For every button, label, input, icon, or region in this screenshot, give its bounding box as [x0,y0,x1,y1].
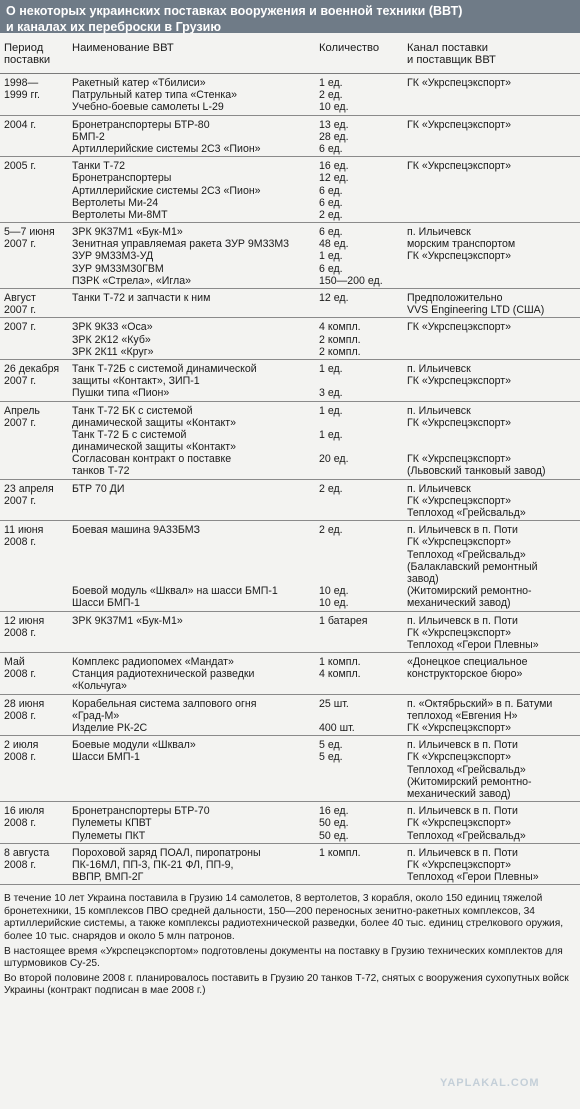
cell-period-line: 28 июня [4,697,45,710]
cell-channel-line: ГК «Укрспецэкспорт» [407,536,512,549]
cell-quantity-line: 2 ед. [319,524,343,537]
cell-period [0,521,68,611]
cell-name-line: Станция радиотехнической разведки [72,668,255,681]
cell-channel [403,653,580,695]
cell-name-line: Учебно-боевые самолеты L-29 [72,101,224,114]
table-row [0,157,580,223]
cell-period-line: 1999 гг. [4,89,40,102]
cell-channel [403,843,580,885]
cell-quantity [315,653,403,695]
cell-name-line: Корабельная система залпового огня [72,697,257,710]
cell-quantity-line: 48 ед. [319,238,349,251]
cell-quantity-line: 50 ед. [319,817,349,830]
cell-channel-line: теплоход «Евгения Н» [407,709,518,722]
cell-channel [403,74,580,116]
cell-channel-line: ГК «Укрспецэкспорт» [407,453,512,466]
cell-period [0,74,68,116]
cell-channel-line: п. «Октябрьский» в п. Батуми [407,697,553,710]
header-line: Количество [319,42,380,54]
cell-name-line: БТР 70 ДИ [72,482,125,495]
cell-name-line: Танк Т-72Б с системой динамической [72,362,257,375]
table-row [0,74,580,116]
cell-period-line: 2004 г. [4,118,37,131]
cell-period-line: 11 июня [4,524,44,537]
cell-name [68,802,315,844]
cell-channel-line: Теплоход «Грейсвальд» [407,507,526,519]
cell-channel-line: завод) [407,572,439,585]
cell-name-line: Боевые модули «Шквал» [72,739,196,752]
cell-channel [403,223,580,289]
cell-quantity [315,611,403,653]
cell-period [0,694,68,736]
cell-period-line: Апрель [4,404,40,417]
cell-channel-line: ГК «Укрспецэкспорт» [407,751,512,764]
cell-channel-line: п. Ильичевск [407,226,471,239]
cell-quantity-line: 150—200 ед. [319,274,383,287]
cell-channel-line: (Житомирский ремонтно- [407,585,532,598]
table-row [0,736,580,802]
cell-quantity-line: 20 ед. [319,453,349,466]
cell-quantity-line: 1 компл. [319,846,361,859]
cell-channel-line: ГК «Укрспецэкспорт» [407,494,512,507]
cell-channel-line: п. Ильичевск [407,482,471,495]
header-line: Наименование ВВТ [72,42,174,54]
cell-channel-line: «Донецкое специальное [407,656,528,669]
cell-period-line: 2005 г. [4,160,37,173]
cell-period-line: 23 апреля [4,482,54,495]
cell-channel-line: VVS Engineering LTD (США) [407,304,545,317]
cell-name [68,736,315,802]
cell-channel-line: (Львовский танковый завод) [407,465,546,478]
cell-name-line [72,573,313,585]
header-line: Канал поставки [407,42,488,54]
cell-quantity-line: 12 ед. [319,172,349,185]
cell-quantity-line: 400 шт. [319,722,355,734]
cell-name-line: БМП-2 [72,130,105,143]
cell-channel [403,289,580,318]
table-row [0,289,580,318]
note-paragraph: Во второй половине 2008 г. планировалось поставить в Грузию 20 танков Т-72, снятых с вооружения сухопутных войск Украины (контракт подписан в мае 2008 г.) [4,972,569,997]
cell-quantity-line: 16 ед. [319,160,349,173]
cell-name-line: ЗРК 9К33 «Оса» [72,321,153,334]
cell-quantity-line: 4 компл. [319,321,361,334]
cell-period-line: 2008 г. [4,817,37,830]
cell-quantity-line: 10 ед. [319,597,349,610]
cell-name [68,115,315,157]
cell-quantity-line: 6 ед. [319,262,343,275]
cell-name-line: динамической защиты «Контакт» [72,416,236,429]
cell-quantity-line: 6 ед. [319,184,343,197]
cell-quantity-line: 10 ед. [319,585,349,598]
cell-quantity-line: 4 компл. [319,668,361,681]
cell-period-line: 2008 г. [4,709,37,722]
cell-name-line: динамической защиты «Контакт» [72,441,236,454]
table-row [0,653,580,695]
cell-name-line: Бронетранспортеры БТР-80 [72,118,210,131]
cell-quantity-line: 2 ед. [319,89,343,102]
cell-quantity-line: 13 ед. [319,118,349,131]
cell-channel-line: механический завод) [407,597,511,610]
cell-channel-line: Теплоход «Грейсвальд» [407,829,526,842]
cell-period [0,157,68,223]
cell-channel-line: ГК «Укрспецэкспорт» [407,77,512,89]
table-row [0,611,580,653]
cell-channel-line: Теплоход «Герои Плевны» [407,638,539,651]
cell-quantity-line [319,441,401,453]
cell-quantity-line: 2 ед. [319,208,343,221]
cell-quantity-line [319,573,401,585]
cell-name [68,74,315,116]
cell-name-line: «Кольчуга» [72,680,127,693]
cell-name-line: Артиллерийские системы 2С3 «Пион» [72,184,261,197]
cell-channel-line: п. Ильичевск в п. Поти [407,846,518,859]
cell-quantity-line: 1 компл. [319,656,361,669]
cell-name-line: Бронетранспортеры [72,172,172,185]
cell-quantity-line: 50 ед. [319,829,349,842]
cell-period [0,611,68,653]
cell-quantity-line [319,680,401,692]
cell-channel-line [407,441,578,453]
cell-name-line: Согласован контракт о поставке [72,453,232,466]
cell-channel-line: Теплоход «Грейсвальд» [407,763,526,776]
cell-channel-line: Теплоход «Грейсвальд» [407,548,526,561]
cell-quantity-line: 3 ед. [319,387,343,400]
cell-period-line: 2007 г. [4,321,37,334]
cell-name-line: Бронетранспортеры БТР-70 [72,805,210,818]
cell-quantity [315,843,403,885]
cell-channel-line: ГК «Укрспецэкспорт» [407,160,512,173]
cell-quantity [315,479,403,521]
cell-period [0,359,68,401]
cell-period-line: 2008 г. [4,751,37,764]
cell-period [0,736,68,802]
cell-quantity [315,359,403,401]
cell-name-line: Боевая машина 9А33БМЗ [72,524,201,537]
cell-channel-line: ГК «Укрспецэкспорт» [407,722,512,734]
cell-name-line: ВВПР, ВМП-2Г [72,871,144,884]
cell-channel [403,359,580,401]
cell-channel [403,157,580,223]
cell-name-line: ЗРК 9К37М1 «Бук-М1» [72,614,183,627]
cell-name-line: ЗРК 2К11 «Круг» [72,345,154,358]
cell-quantity-line [319,417,401,429]
cell-name [68,479,315,521]
cell-quantity-line [319,710,401,722]
cell-quantity [315,521,403,611]
table-row [0,802,580,844]
cell-name-line: Артиллерийские системы 2С3 «Пион» [72,142,261,155]
cell-name-line: Пороховой заряд ПОАЛ, пиропатроны [72,846,261,859]
cell-name [68,521,315,611]
cell-name [68,401,315,479]
cell-channel-line: ГК «Укрспецэкспорт» [407,416,512,429]
cell-quantity-line: 1 ед. [319,362,343,375]
cell-channel [403,694,580,736]
cell-quantity-line [319,375,401,387]
cell-period-line: 12 июня [4,614,45,627]
table-row [0,521,580,611]
cell-channel-line: ГК «Укрспецэкспорт» [407,321,512,334]
cell-channel [403,802,580,844]
header-channel [403,33,580,74]
cell-name-line: ПЗРК «Стрела», «Игла» [72,274,191,287]
cell-period-line: Август [4,292,36,304]
cell-channel-line: п. Ильичевск [407,362,471,375]
cell-quantity-line: 6 ед. [319,196,343,209]
cell-period-line: 2007 г. [4,304,37,317]
cell-quantity-line: 1 батарея [319,614,368,627]
cell-quantity [315,289,403,318]
cell-name [68,694,315,736]
cell-name-line: Зенитная управляемая ракета ЗУР 9М33М3 [72,238,290,251]
cell-name-line: Шасси БМП-1 [72,597,140,610]
table-row [0,359,580,401]
cell-period-line: 2008 г. [4,626,37,639]
cell-channel-line: (Житомирский ремонтно- [407,775,532,788]
cell-period [0,479,68,521]
cell-name-line: Шасси БМП-1 [72,751,140,764]
table-row [0,479,580,521]
cell-name-line: защиты «Контакт», ЗИП-1 [72,375,200,388]
cell-period [0,802,68,844]
cell-channel-line: п. Ильичевск в п. Поти [407,739,518,752]
cell-name [68,289,315,318]
cell-quantity-line [319,465,401,477]
cell-name-line [72,536,313,548]
cell-name [68,359,315,401]
cell-channel-line: ГК «Укрспецэкспорт» [407,250,512,263]
cell-channel-line: п. Ильичевск [407,404,471,417]
cell-channel-line: конструкторское бюро» [407,668,523,681]
cell-period [0,318,68,360]
cell-name-line: Вертолеты Ми-8МТ [72,208,168,221]
cell-period-line: 2007 г. [4,238,37,251]
cell-name-line: Боевой модуль «Шквал» на шасси БМП-1 [72,585,278,598]
cell-name-line: Пулеметы ПКТ [72,829,146,842]
cell-period [0,223,68,289]
cell-name [68,611,315,653]
cell-channel [403,611,580,653]
cell-name-line: Комплекс радиопомех «Мандат» [72,656,234,669]
cell-period-line: 1998— [4,77,39,89]
cell-name-line: ЗРК 2К12 «Куб» [72,333,151,346]
cell-name-line: Ракетный катер «Тбилиси» [72,77,206,89]
cell-name-line: Танк Т-72 Б с системой [72,428,187,441]
cell-name-line: Изделие РК-2С [72,722,148,734]
cell-name-line: Патрульный катер типа «Стенка» [72,89,237,102]
cell-quantity [315,223,403,289]
cell-name [68,843,315,885]
cell-period-line: 5—7 июня [4,226,55,239]
cell-quantity-line: 5 ед. [319,739,343,752]
table-row [0,223,580,289]
header-quantity [315,33,403,74]
table-body [0,74,580,885]
cell-quantity [315,318,403,360]
cell-quantity-line: 12 ед. [319,292,349,304]
cell-period [0,401,68,479]
cell-channel-line [407,429,578,441]
cell-period-line: 2008 г. [4,668,37,681]
cell-period-line: 16 июля [4,805,45,818]
cell-quantity-line: 1 ед. [319,250,343,263]
cell-quantity-line: 6 ед. [319,142,343,155]
cell-name-line: Танки Т-72 [72,160,126,173]
cell-period-line: 2007 г. [4,375,37,388]
cell-quantity-line: 5 ед. [319,751,343,764]
cell-channel-line: п. Ильичевск в п. Поти [407,614,518,627]
cell-channel-line: Теплоход «Герои Плевны» [407,871,539,884]
cell-period-line: 26 декабря [4,362,60,375]
cell-quantity-line: 2 компл. [319,345,361,358]
cell-quantity-line [319,549,401,561]
header-row [0,33,580,74]
cell-channel [403,318,580,360]
cell-period [0,115,68,157]
cell-channel-line: п. Ильичевск в п. Поти [407,524,518,537]
cell-period-line: 2007 г. [4,494,37,507]
table-row [0,318,580,360]
cell-quantity-line: 25 шт. [319,697,349,710]
cell-name-line: ЗУР 9М33М30ГВМ [72,262,164,275]
cell-quantity-line: 28 ед. [319,130,349,143]
note-paragraph: В настоящее время «Укрспецэкспортом» подготовлены документы на поставку в Грузию технических комплектов для штурмовиков Су-25. [4,945,563,970]
cell-name [68,157,315,223]
cell-quantity-line: 6 ед. [319,226,343,239]
cell-period-line: 2008 г. [4,858,37,871]
cell-channel-line: п. Ильичевск в п. Поти [407,805,518,818]
cell-quantity [315,736,403,802]
cell-name-line: танков Т-72 [72,465,130,478]
cell-name-line: ПК-16МЛ, ПП-3, ПК-21 ФЛ, ПП-9, [72,858,234,871]
table-row [0,115,580,157]
cell-channel [403,401,580,479]
note-paragraph: В течение 10 лет Украина поставила в Грузию 14 самолетов, 8 вертолетов, 3 корабля, около 150 единиц тяжелой бронетехники, 15 комплексов ПВО средней дальности, 150—200 переносных зенитно-ракетных комплексов, 34 артиллерийские системы, а также комплексы радиотехнической разведки, более 40 тыс. единиц стрелкового оружия, более 10 тыс. снарядов и около 5 млн патронов. [4,893,564,943]
cell-quantity-line: 16 ед. [319,805,349,818]
cell-quantity-line: 2 компл. [319,333,361,346]
header-line: Период [4,42,44,54]
table-row [0,843,580,885]
title-line-2: и каналах их переброски в Грузию [6,20,222,34]
header-name [68,33,315,74]
cell-channel-line: ГК «Укрспецэкспорт» [407,626,512,639]
cell-quantity [315,401,403,479]
header-line: и поставщик ВВТ [407,54,496,67]
cell-period-line: Май [4,656,25,669]
cell-quantity-line: 2 ед. [319,482,343,495]
cell-channel-line: ГК «Укрспецэкспорт» [407,817,512,830]
cell-period-line: 2007 г. [4,416,37,429]
cell-name [68,223,315,289]
cell-quantity-line: 10 ед. [319,101,349,114]
cell-name [68,653,315,695]
cell-quantity-line: 1 ед. [319,404,343,417]
table-row [0,401,580,479]
cell-channel-line: ГК «Укрспецэкспорт» [407,858,512,871]
cell-channel [403,115,580,157]
cell-name [68,318,315,360]
title-line-1: О некоторых украинских поставках вооружения и военной техники (ВВТ) [6,4,463,18]
cell-name-line: Вертолеты Ми-24 [72,196,159,209]
cell-period-line: 2008 г. [4,536,37,549]
cell-quantity-line: 1 ед. [319,77,343,89]
header-line: поставки [4,54,51,67]
cell-channel [403,736,580,802]
cell-quantity [315,115,403,157]
cell-channel [403,521,580,611]
cell-name-line: Пушки типа «Пион» [72,387,170,400]
cell-name-line: Танк Т-72 БК с системой [72,404,193,417]
watermark-text: YAPLAKAL.COM [440,1077,540,1089]
cell-name-line [72,561,313,573]
cell-channel-line: ГК «Укрспецэкспорт» [407,118,512,131]
cell-name-line: «Град-М» [72,709,120,722]
table-row [0,694,580,736]
cell-name-line: ЗРК 9К37М1 «Бук-М1» [72,226,183,239]
header-period [0,33,68,74]
cell-channel-line: (Балаклавский ремонтный [407,560,538,573]
cell-channel-line: морским транспортом [407,238,516,251]
cell-quantity [315,802,403,844]
cell-channel-line: ГК «Укрспецэкспорт» [407,375,512,388]
cell-period [0,653,68,695]
cell-period-line: 8 августа [4,846,50,859]
cell-quantity [315,74,403,116]
notes-section [0,885,580,998]
arms-supply-table [0,33,580,885]
cell-period [0,289,68,318]
cell-channel-line: Предположительно [407,292,503,304]
table-title [0,0,580,33]
cell-quantity-line [319,536,401,548]
cell-quantity [315,157,403,223]
cell-name-line: ЗУР 9М33М3-УД [72,250,154,263]
cell-period-line: 2 июля [4,739,39,752]
cell-name-line: Пулеметы КПВТ [72,817,152,830]
cell-quantity-line [319,561,401,573]
cell-quantity-line: 1 ед. [319,428,343,441]
cell-name-line [72,549,313,561]
cell-period [0,843,68,885]
cell-channel-line: механический завод) [407,787,511,800]
cell-channel [403,479,580,521]
cell-name-line: Танки Т-72 и запчасти к ним [72,292,211,304]
cell-quantity [315,694,403,736]
